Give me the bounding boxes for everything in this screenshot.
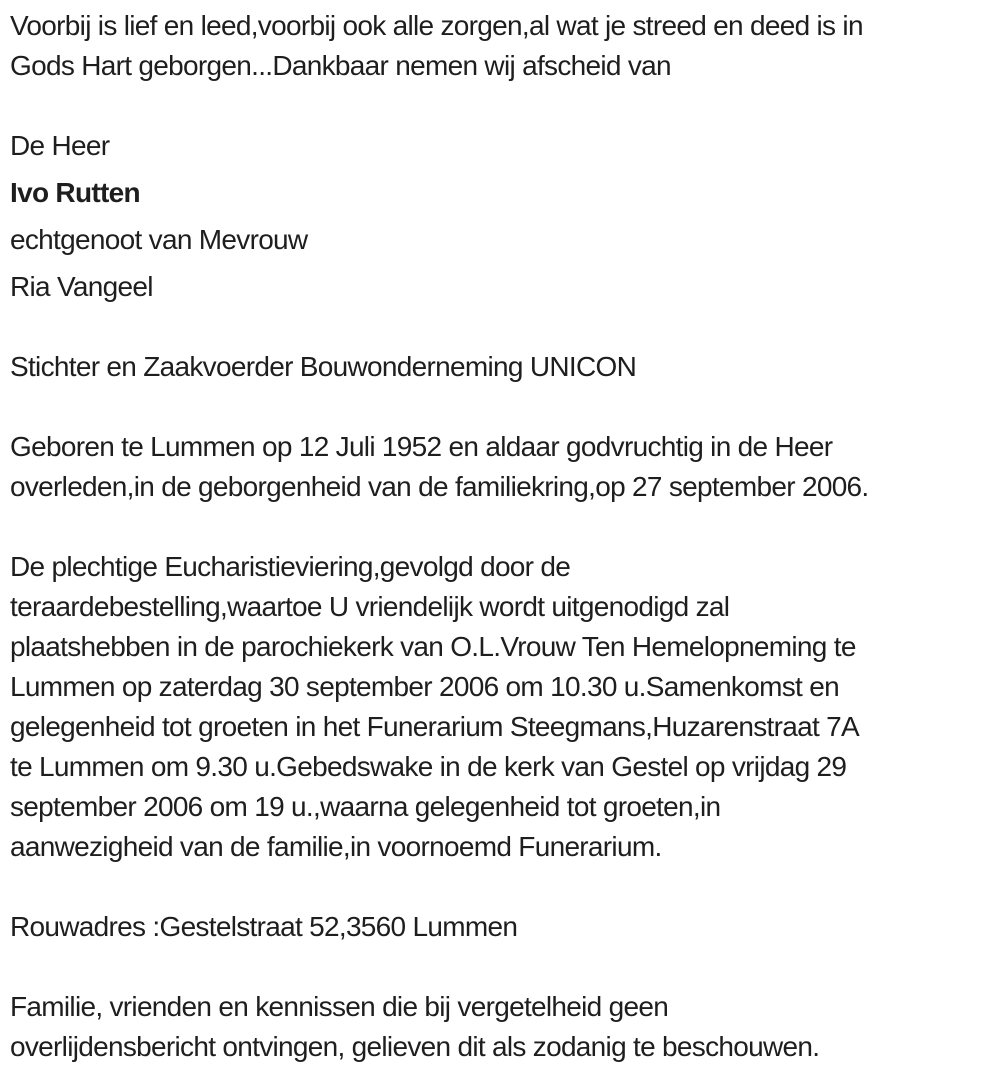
text-line: De plechtige Eucharistieviering,gevolgd door de <box>10 551 571 582</box>
text-line: Voorbij is lief en leed,voorbij ook alle zorgen,al wat je streed en deed is in <box>10 10 863 41</box>
text-line: Lummen op zaterdag 30 september 2006 om 10.30 u.Samenkomst en <box>10 671 839 702</box>
text-line: plaatshebben in de parochiekerk van O.L.Vrouw Ten Hemelopneming te <box>10 631 856 662</box>
text-line: overlijdensbericht ontvingen, gelieven dit als zodanig te beschouwen. <box>10 1031 820 1062</box>
text-line: Gods Hart geborgen...Dankbaar nemen wij afscheid van <box>10 50 671 81</box>
deceased-name: Ivo Rutten <box>10 177 140 208</box>
text-line: Geboren te Lummen op 12 Juli 1952 en aldaar godvruchtig in de Heer <box>10 431 833 462</box>
paragraph-mourning-address <box>10 907 992 947</box>
deceased-title: De Heer <box>10 130 110 161</box>
paragraph-deceased-identity <box>10 126 992 307</box>
mourning-address-line: Rouwadres :Gestelstraat 52,3560 Lummen <box>10 911 518 942</box>
text-line: teraardebestelling,waartoe U vriendelijk wordt uitgenodigd zal <box>10 591 730 622</box>
paragraph-profession <box>10 347 992 387</box>
paragraph-birth-and-death <box>10 427 992 507</box>
text-line: gelegenheid tot groeten in het Funerarium Steegmans,Huzarenstraat 7A <box>10 711 859 742</box>
text-line: overleden,in de geborgenheid van de familiekring,op 27 september 2006. <box>10 471 869 502</box>
paragraph-apology-notice <box>10 987 992 1067</box>
spouse-intro: echtgenoot van Mevrouw <box>10 224 308 255</box>
profession-line: Stichter en Zaakvoerder Bouwonderneming UNICON <box>10 351 637 382</box>
text-line: september 2006 om 19 u.,waarna gelegenheid tot groeten,in <box>10 791 721 822</box>
spouse-name: Ria Vangeel <box>10 271 153 302</box>
text-line: te Lummen om 9.30 u.Gebedswake in de kerk van Gestel op vrijdag 29 <box>10 751 847 782</box>
text-line: Familie, vrienden en kennissen die bij vergetelheid geen <box>10 991 669 1022</box>
paragraph-funeral-details <box>10 547 992 867</box>
paragraph-opening-verse <box>10 6 992 86</box>
text-line: aanwezigheid van de familie,in voornoemd Funerarium. <box>10 831 662 862</box>
